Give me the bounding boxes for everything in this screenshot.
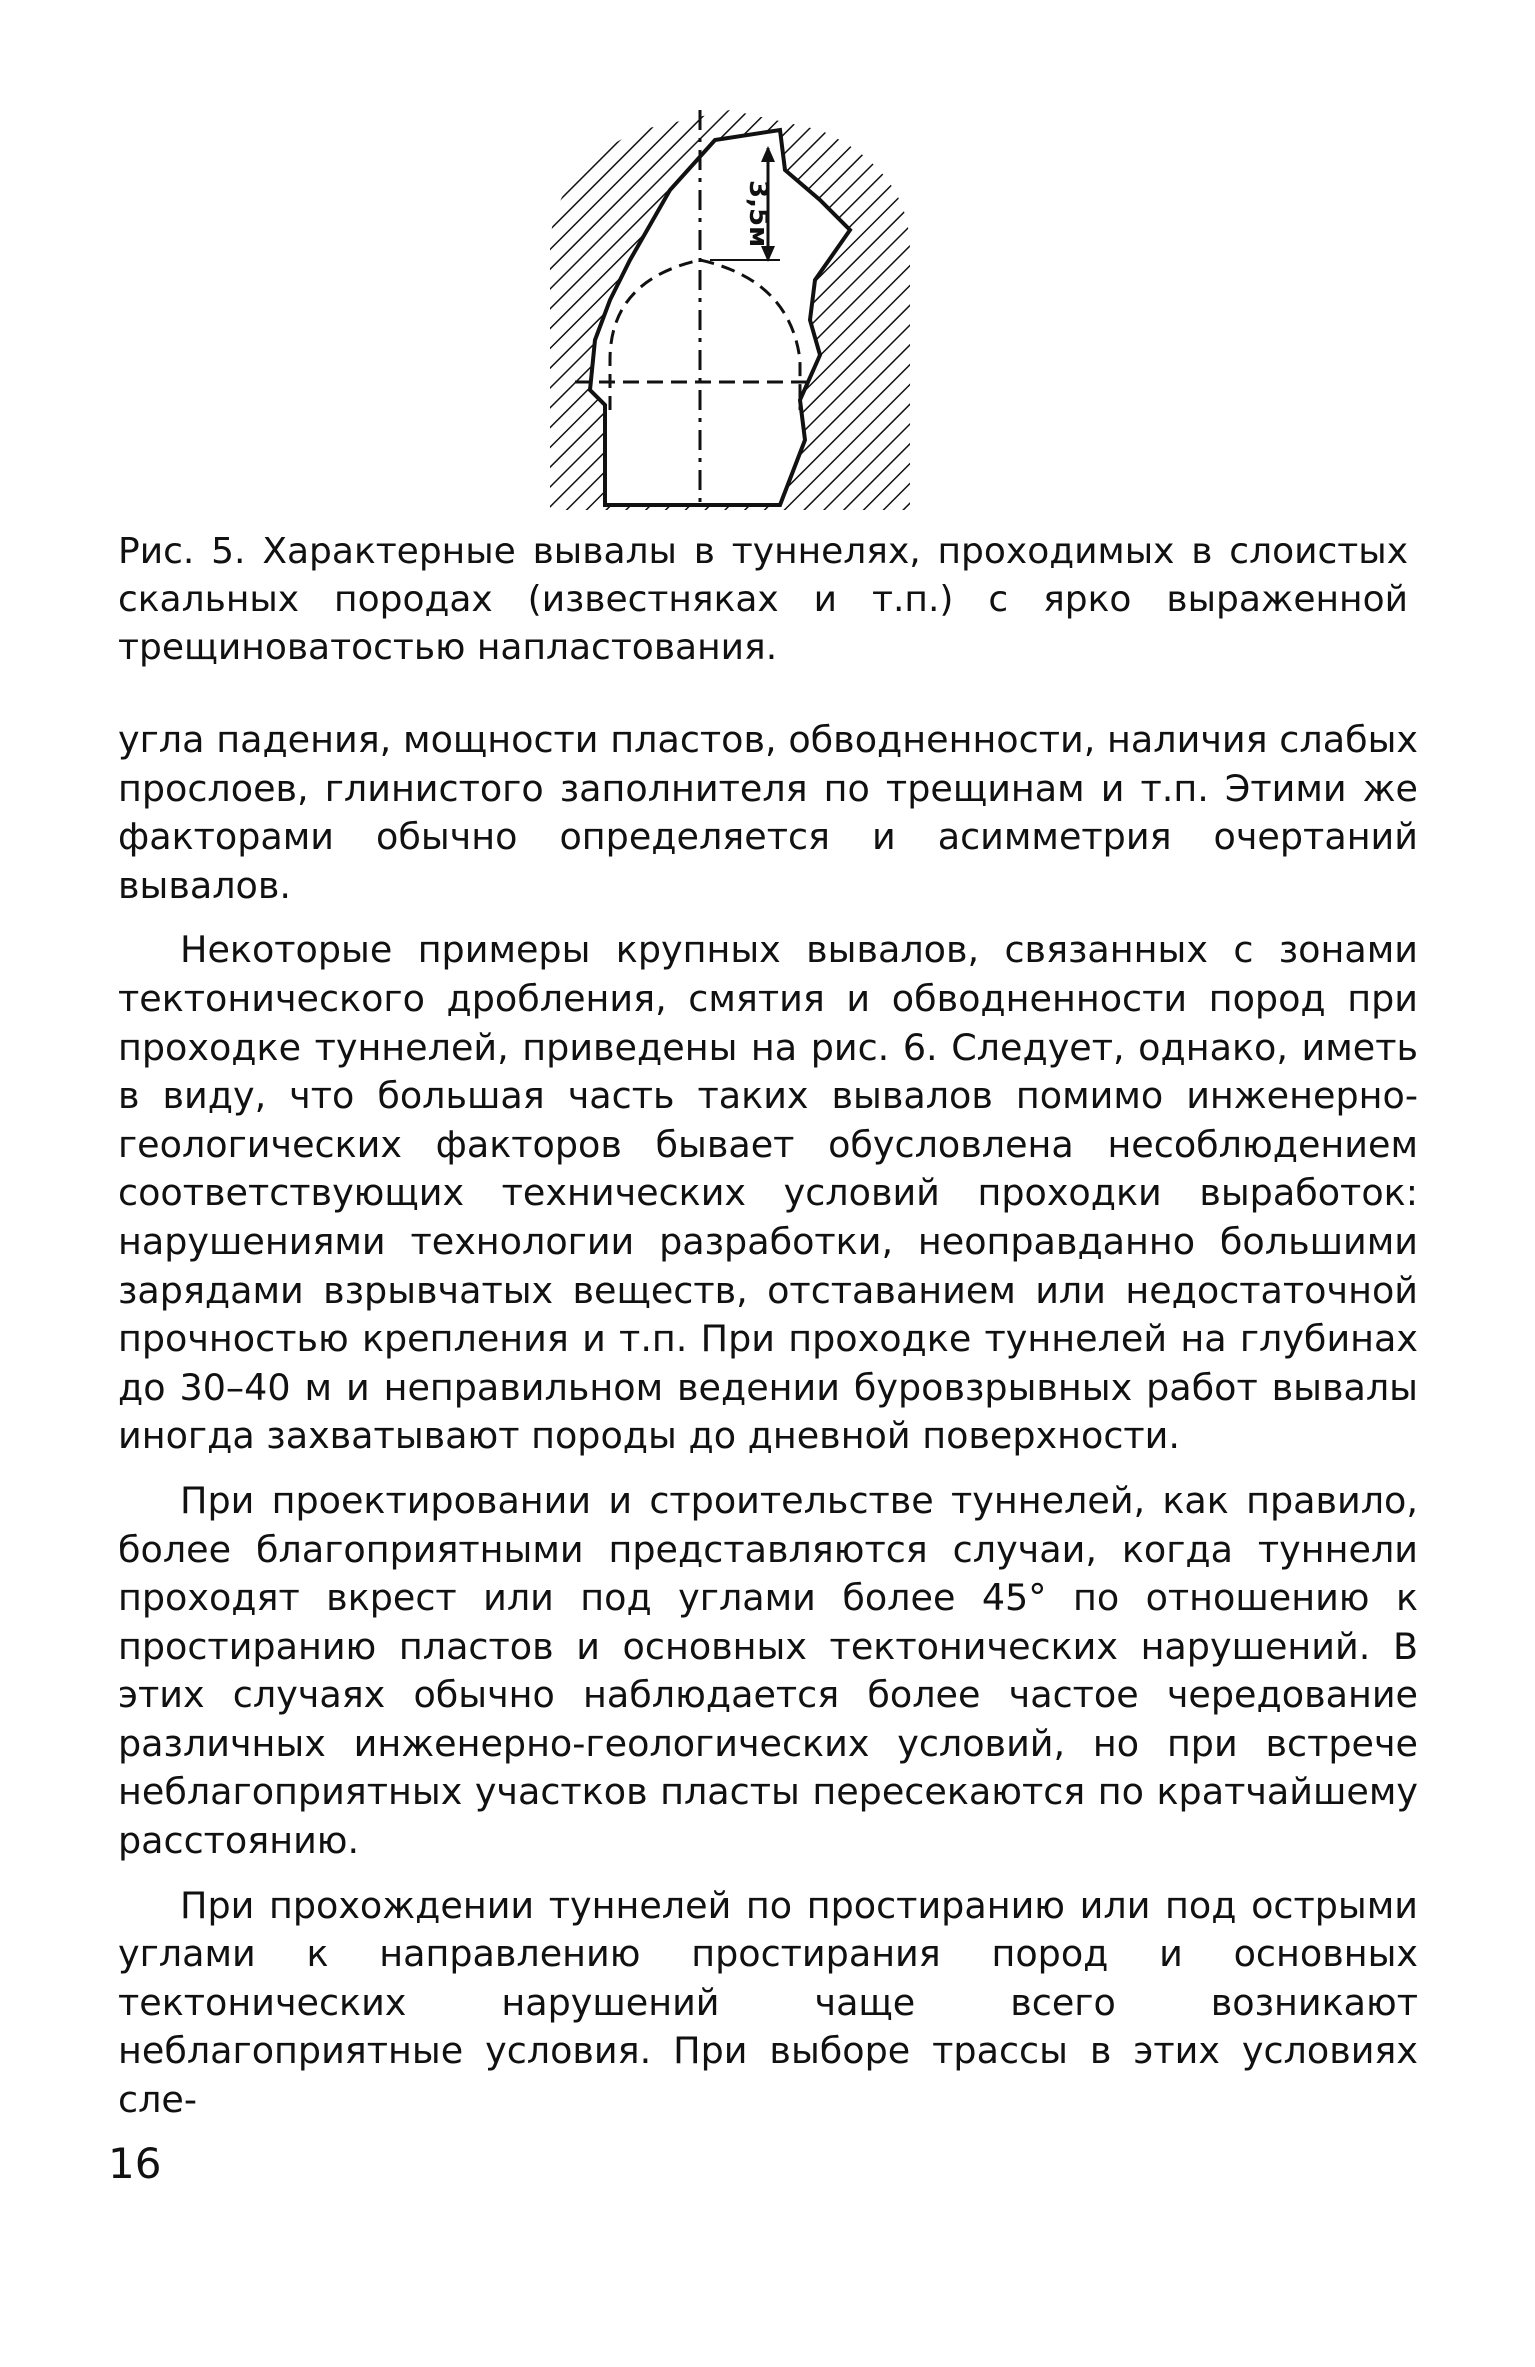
body-text: [118, 716, 1418, 2141]
paragraph-3: При проектировании и строительстве туннелей, как правило, более благоприятными представляются случаи, когда туннели проходят вкрест или под углами более 45° по отношению к простиранию пластов и основных тектонических нарушений. В этих случаях обычно наблюдается более частое чередование различных инженерно-геологических условий, но при встрече неблагоприятных участков пласты пересекаются по кратчайшему расстоянию.: [118, 1478, 1418, 1863]
paragraph-1: угла падения, мощности пластов, обводненности, наличия слабых прослоев, глинистого заполнителя по трещинам и т.п. Этими же факторами обычно определяется и асимметрия очертаний вывалов.: [118, 718, 1418, 907]
paragraph-4: При прохождении туннелей по простиранию или под острыми углами к направлению простирания пород и основных тектонических нарушений чаще всего возникают неблагоприятные условия. При выборе трассы в этих условиях сле-: [118, 1883, 1418, 2122]
tunnel-diagram: [530, 110, 930, 520]
dimension-label: 3,5м: [743, 180, 773, 248]
page-number: 16: [108, 2139, 162, 2188]
paragraph-2: Некоторые примеры крупных вывалов, связанных с зонами тектонического дробления, смятия и обводненности пород при проходке туннелей, приведены на рис. 6. Следует, однако, иметь в виду, что большая часть таких вывалов помимо инженерно-геологических факторов бывает обусловлена несоблюдением соответствующих технических условий проходки выработок: нарушениями технологии разработки, неоправданно большими зарядами взрывчатых веществ, отставанием или недостаточной прочностью крепления и т.п. При проходке туннелей на глубинах до 30–40 м и неправильном ведении буровзрывных работ вывалы иногда захватывают породы до дневной поверхности.: [118, 928, 1418, 1458]
tunnel-collapse-figure: [530, 110, 930, 520]
figure-caption: Рис. 5. Характерные вывалы в туннелях, проходимых в слоистых скальных породах (известняках и т.п.) с ярко выраженной трещиноватостью напластования.: [118, 531, 1408, 668]
